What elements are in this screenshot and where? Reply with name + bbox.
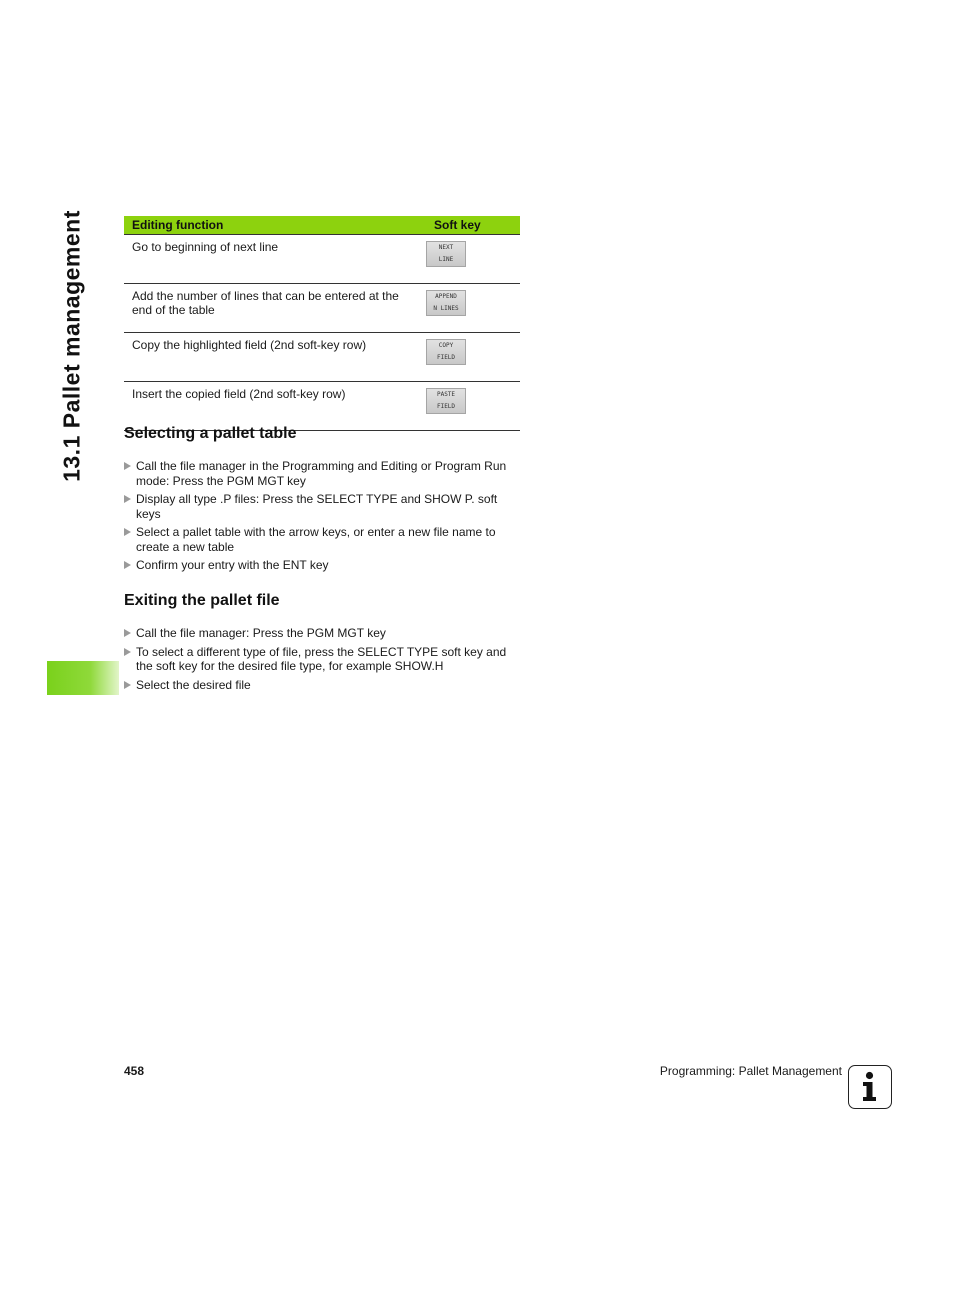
step-text: Confirm your entry with the ENT key: [136, 558, 329, 572]
page-number: 458: [124, 1064, 145, 1078]
table-row: [124, 382, 520, 431]
copy-field-softkey-icon: [426, 339, 466, 365]
step-text: Select the desired file: [136, 677, 251, 692]
info-icon: [848, 1065, 892, 1109]
step-text: Call the file manager in the Programming and Editing or Program Run mode: Press the PGM MGT key: [136, 459, 507, 488]
list-item: [124, 645, 524, 674]
list-item: [124, 678, 524, 693]
arrow-bullet-icon: [124, 648, 131, 656]
step-text: To select a different type of file, press the SELECT TYPE soft key and the soft key for the desired file type, for example SHOW.H: [136, 644, 507, 673]
arrow-bullet-icon: [124, 629, 131, 637]
paste-field-softkey-icon: [426, 388, 466, 414]
softkey-label: APPEND: [435, 293, 457, 300]
softkey-cell: [423, 284, 520, 333]
arrow-bullet-icon: [124, 495, 131, 503]
arrow-bullet-icon: [124, 681, 131, 689]
arrow-bullet-icon: [124, 561, 131, 569]
list-item: [124, 525, 524, 554]
append-n-lines-softkey-icon: [426, 290, 466, 316]
softkey-label: COPY: [438, 342, 454, 349]
softkey-cell: [423, 333, 520, 382]
softkey-label: NEXT: [438, 244, 454, 251]
softkey-label: N LINES: [433, 305, 459, 312]
softkey-cell: [423, 382, 520, 431]
softkey-cell: [423, 235, 520, 284]
step-text: Display all type .P files: Press the SELECT TYPE and SHOW P. soft keys: [136, 492, 498, 521]
chapter-side-title: 13.1 Pallet management: [58, 210, 85, 482]
chapter-tab-marker: [47, 661, 119, 695]
header-editing-function: Editing function: [124, 216, 423, 235]
table-row: [124, 284, 520, 333]
function-description: Add the number of lines that can be entered at the end of the table: [124, 284, 423, 333]
exiting-steps-list: [124, 626, 524, 696]
footer-title: Programming: Pallet Management: [659, 1064, 842, 1078]
function-description: Insert the copied field (2nd soft-key row): [124, 382, 423, 431]
editing-functions-table: [124, 216, 520, 431]
list-item: [124, 558, 524, 573]
softkey-label: FIELD: [436, 403, 456, 410]
table-row: [124, 333, 520, 382]
function-description: Go to beginning of next line: [124, 235, 423, 284]
table-row: [124, 235, 520, 284]
table-header-row: [124, 216, 520, 235]
list-item: [124, 492, 524, 521]
next-line-softkey-icon: [426, 241, 466, 267]
step-text: Call the file manager: Press the PGM MGT key: [136, 626, 386, 640]
softkey-label: FIELD: [436, 354, 456, 361]
header-soft-key: Soft key: [423, 216, 520, 235]
softkey-label: PASTE: [436, 391, 456, 398]
arrow-bullet-icon: [124, 462, 131, 470]
list-item: [124, 626, 524, 641]
selecting-steps-list: [124, 459, 524, 577]
section-heading-selecting: Selecting a pallet table: [124, 425, 297, 442]
section-heading-exiting: Exiting the pallet file: [124, 592, 280, 609]
step-text: Select a pallet table with the arrow keys, or enter a new file name to create a new table: [136, 525, 496, 554]
softkey-label: LINE: [438, 256, 454, 263]
list-item: [124, 459, 524, 488]
arrow-bullet-icon: [124, 528, 131, 536]
function-description: Copy the highlighted field (2nd soft-key row): [124, 333, 423, 382]
